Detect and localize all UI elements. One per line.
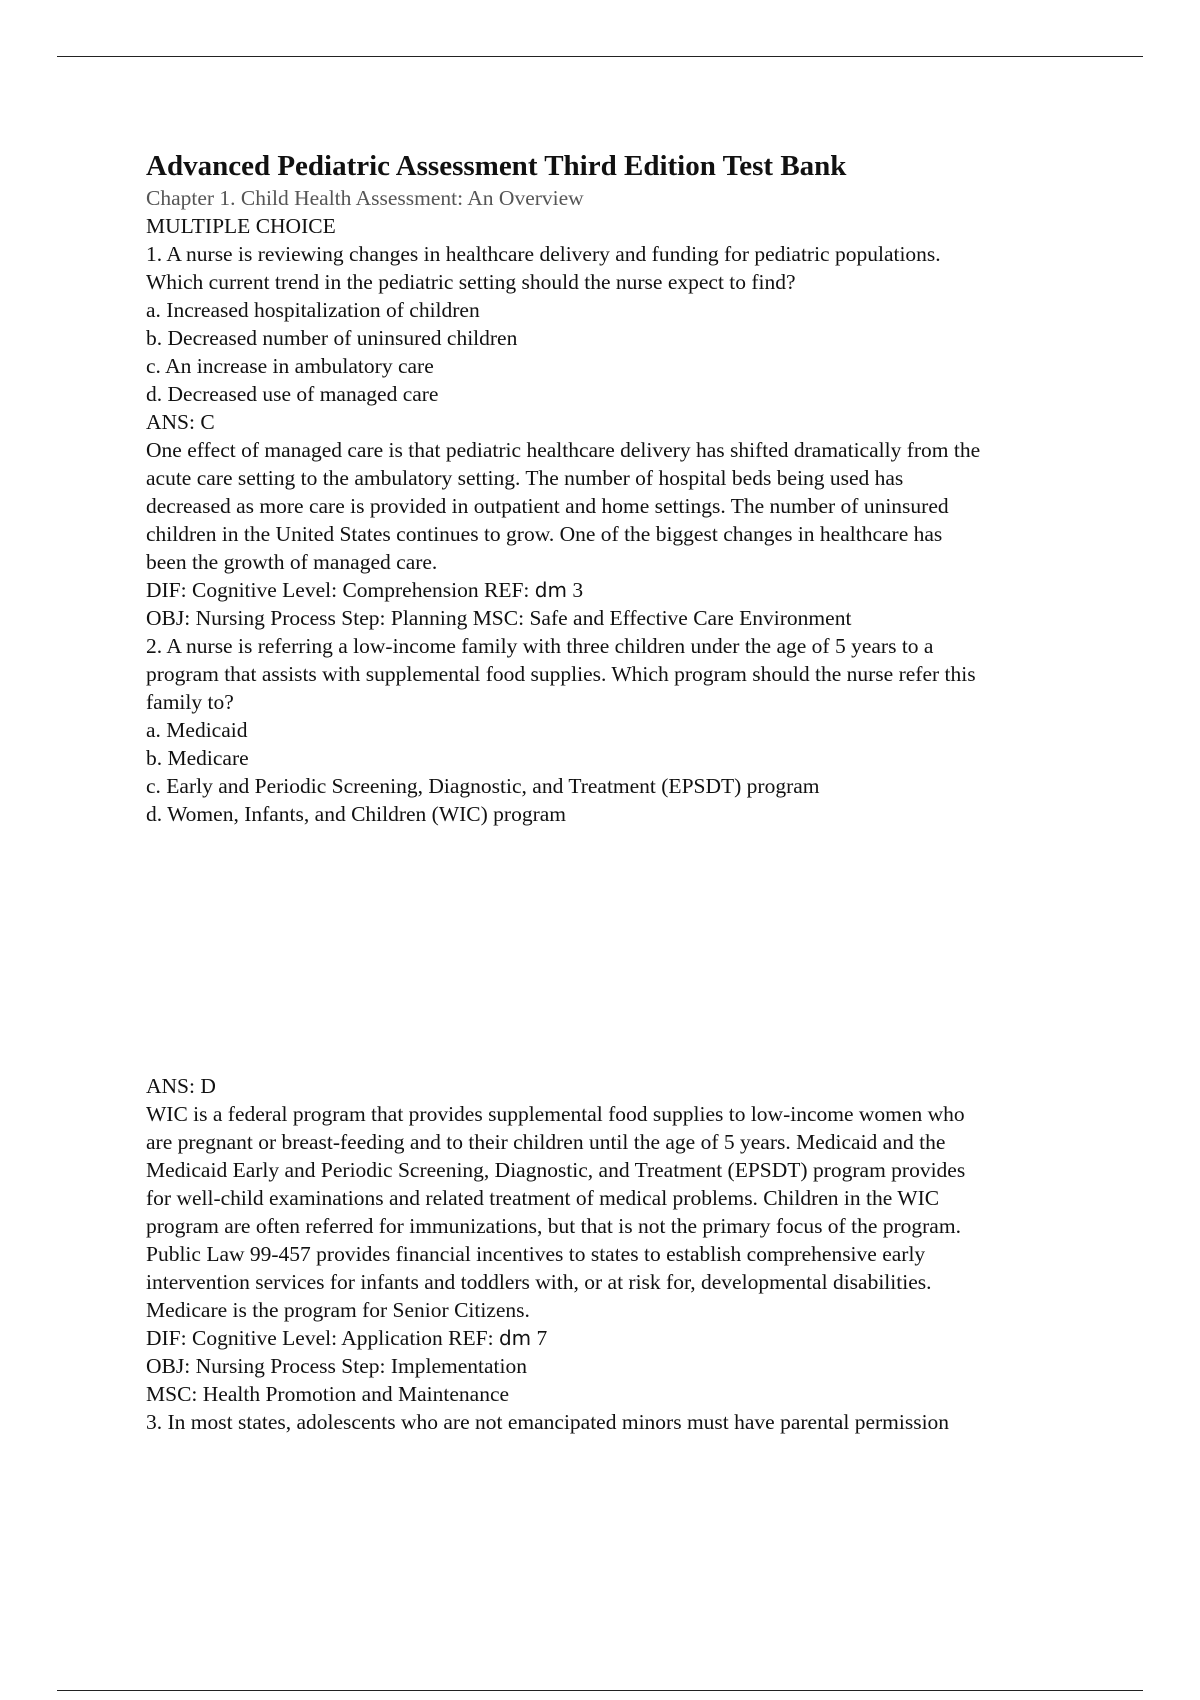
q2-rationale-line: Public Law 99-457 provides financial incentives to states to establish comprehensive early xyxy=(146,1242,926,1266)
q1-stem-line: Which current trend in the pediatric setting should the nurse expect to find? xyxy=(146,270,796,294)
q2-option-b: b. Medicare xyxy=(146,746,249,770)
q1-objective: OBJ: Nursing Process Step: Planning MSC: Safe and Effective Care Environment xyxy=(146,606,852,630)
q2-option-a: a. Medicaid xyxy=(146,718,248,742)
section-heading: MULTIPLE CHOICE xyxy=(146,214,336,238)
q2-rationale-line: for well-child examinations and related treatment of medical problems. Children in the WIC xyxy=(146,1186,940,1210)
q2-dif-ref: dm xyxy=(498,1326,532,1350)
q1-rationale-line: children in the United States continues to grow. One of the biggest changes in healthcare has xyxy=(146,522,943,546)
q2-stem-line: 2. A nurse is referring a low-income family with three children under the age of 5 years to a xyxy=(146,634,934,658)
q2-rationale-line: Medicare is the program for Senior Citizens. xyxy=(146,1298,530,1322)
q2-rationale-line: program are often referred for immunizations, but that is not the primary focus of the program. xyxy=(146,1214,961,1238)
q2-dif-page: 7 xyxy=(531,1326,548,1350)
page-content-bottom xyxy=(146,1072,1106,1436)
q2-stem-line: program that assists with supplemental food supplies. Which program should the nurse refer this xyxy=(146,662,976,686)
q1-answer: ANS: C xyxy=(146,410,215,434)
q2-rationale-line: WIC is a federal program that provides supplemental food supplies to low-income women who xyxy=(146,1102,965,1126)
q2-answer: ANS: D xyxy=(146,1074,216,1098)
q1-stem-line: 1. A nurse is reviewing changes in healthcare delivery and funding for pediatric populations. xyxy=(146,242,941,266)
document-title: Advanced Pediatric Assessment Third Edition Test Bank xyxy=(146,150,847,182)
q1-option-c: c. An increase in ambulatory care xyxy=(146,354,434,378)
q2-rationale-line: Medicaid Early and Periodic Screening, Diagnostic, and Treatment (EPSDT) program provides xyxy=(146,1158,966,1182)
q1-dif-page: 3 xyxy=(566,578,584,602)
q1-rationale-line: One effect of managed care is that pediatric healthcare delivery has shifted dramatically from the xyxy=(146,438,981,462)
q2-option-d: d. Women, Infants, and Children (WIC) program xyxy=(146,802,567,826)
q2-msc: MSC: Health Promotion and Maintenance xyxy=(146,1382,510,1406)
q2-rationale-line: intervention services for infants and toddlers with, or at risk for, developmental disabilities. xyxy=(146,1270,932,1294)
page-content-top xyxy=(146,148,1106,828)
q2-rationale-line: are pregnant or breast-feeding and to their children until the age of 5 years. Medicaid and the xyxy=(146,1130,946,1154)
q3-stem-line: 3. In most states, adolescents who are not emancipated minors must have parental permission xyxy=(146,1410,950,1434)
top-rule xyxy=(57,56,1143,57)
q2-difficulty xyxy=(146,1324,1106,1352)
q1-difficulty xyxy=(146,576,1106,604)
q1-rationale-line: been the growth of managed care. xyxy=(146,550,438,574)
q1-dif-prefix: DIF: Cognitive Level: Comprehension REF: xyxy=(146,578,535,602)
bottom-rule xyxy=(57,1690,1143,1691)
q2-dif-prefix: DIF: Cognitive Level: Application REF: xyxy=(146,1326,499,1350)
q1-rationale-line: decreased as more care is provided in outpatient and home settings. The number of uninsured xyxy=(146,494,949,518)
q1-rationale-line: acute care setting to the ambulatory setting. The number of hospital beds being used has xyxy=(146,466,904,490)
q1-option-a: a. Increased hospitalization of children xyxy=(146,298,480,322)
q2-objective: OBJ: Nursing Process Step: Implementation xyxy=(146,1354,527,1378)
chapter-heading: Chapter 1. Child Health Assessment: An Overview xyxy=(146,186,584,210)
q2-stem-line: family to? xyxy=(146,690,234,714)
q1-dif-ref: dm xyxy=(534,578,567,602)
q1-option-b: b. Decreased number of uninsured children xyxy=(146,326,518,350)
q2-option-c: c. Early and Periodic Screening, Diagnostic, and Treatment (EPSDT) program xyxy=(146,774,820,798)
q1-option-d: d. Decreased use of managed care xyxy=(146,382,439,406)
